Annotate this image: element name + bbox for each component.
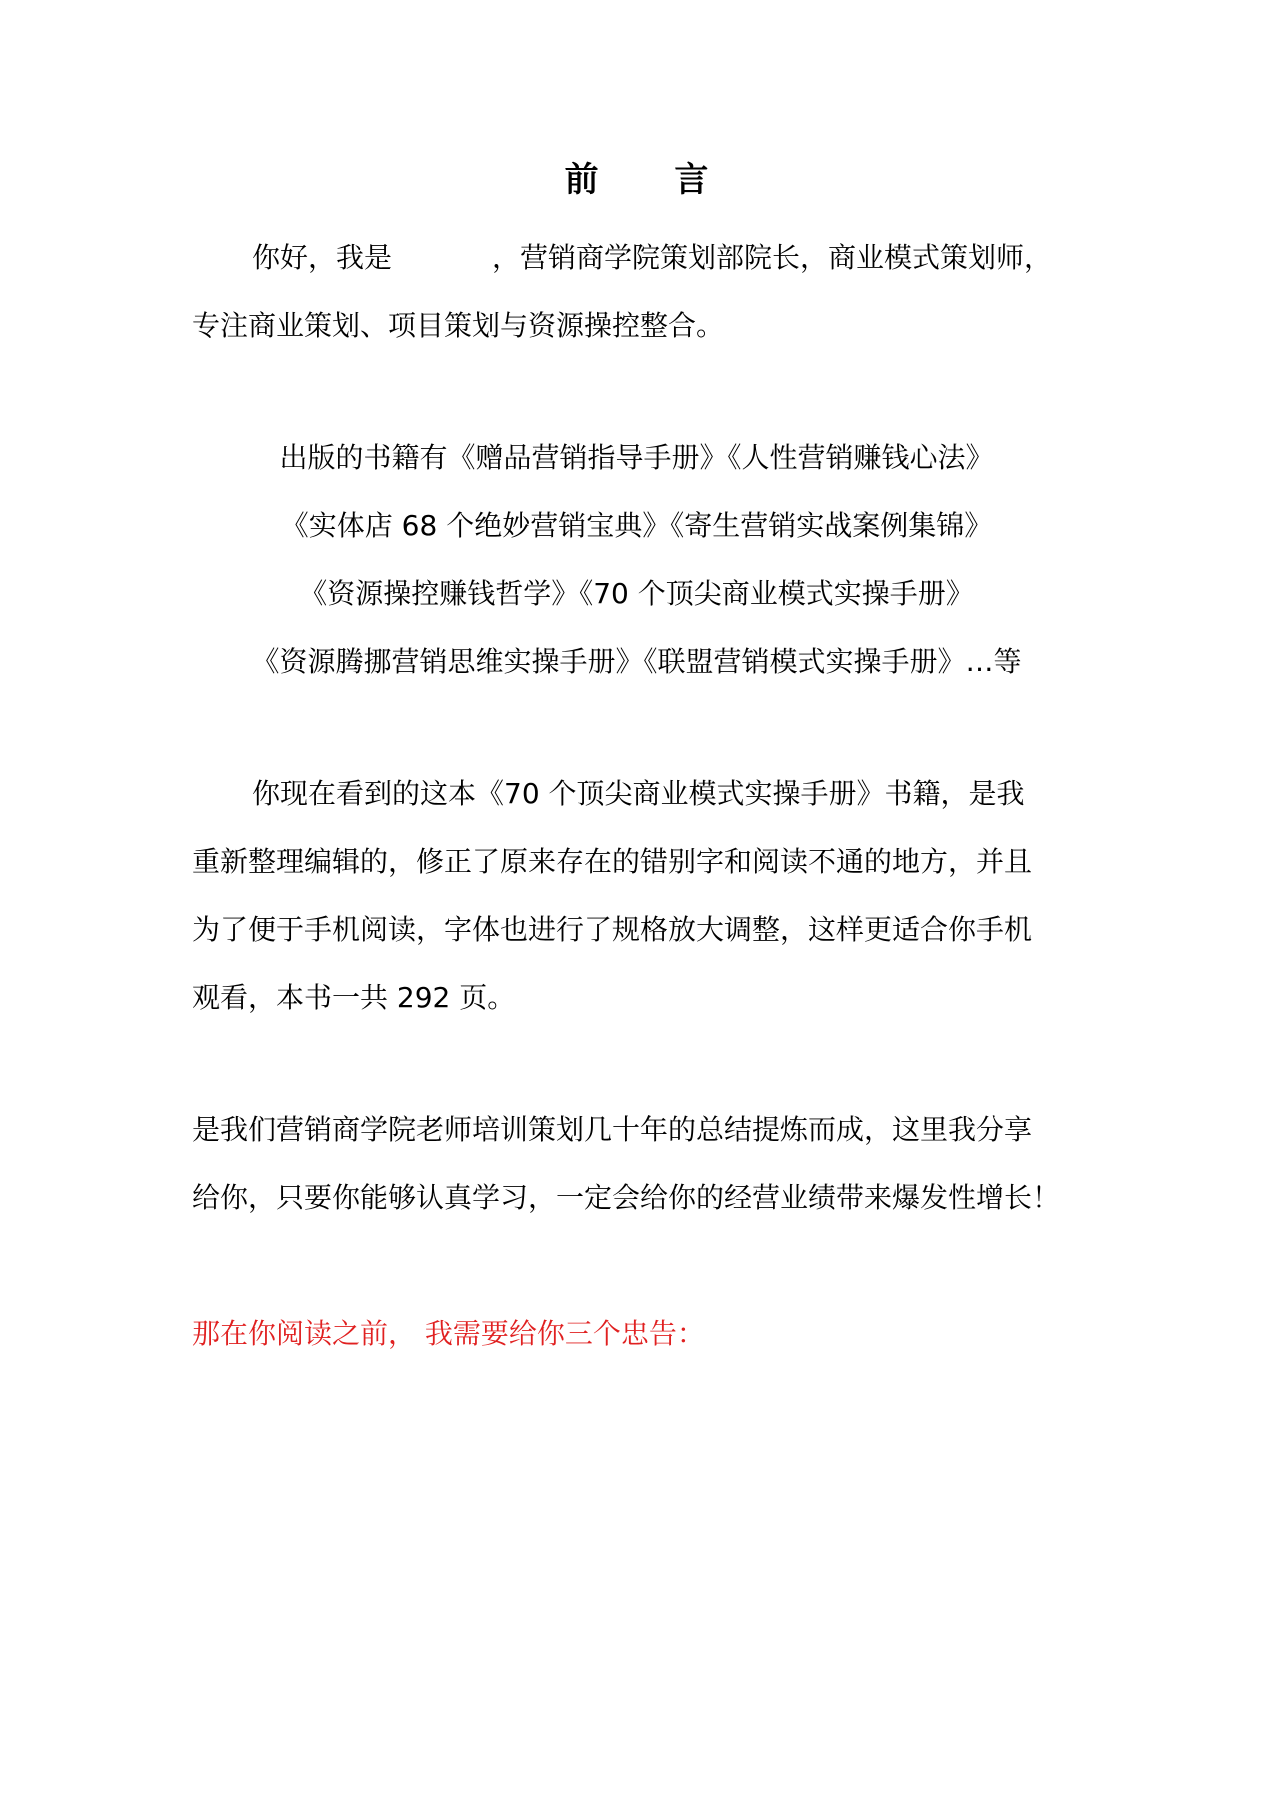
summary-line-1: 是我们营销商学院老师培训策划几十年的总结提炼而成，这里我分享: [192, 1113, 1033, 1146]
advice-heading: 那在你阅读之前， 我需要给你三个忠告：: [192, 1317, 705, 1350]
books-line-3: 《资源操控赚钱哲学》《70 个顶尖商业模式实操手册》: [299, 577, 974, 610]
books-line-4: 《资源腾挪营销思维实操手册》《联盟营销模式实操手册》…等: [251, 645, 1022, 678]
books-line-1: 出版的书籍有《赠品营销指导手册》《人性营销赚钱心法》: [279, 441, 994, 474]
intro-line-1: [252, 240, 1052, 276]
books-line-2: 《实体店 68 个绝妙营销宝典》《寄生营销实战案例集锦》: [280, 509, 993, 542]
about-book-line-3: 为了便于手机阅读，字体也进行了规格放大调整，这样更适合你手机: [192, 913, 1033, 946]
intro-text-b: ，营销商学院策划部院长，商业模式策划师，: [492, 241, 1053, 274]
intro-text-a: 你好，我是: [252, 241, 393, 274]
page-title: 前 言: [564, 160, 741, 200]
about-book-line-1: 你现在看到的这本《70 个顶尖商业模式实操手册》书籍，是我: [252, 777, 1025, 810]
about-book-line-4: 观看，本书一共 292 页。: [192, 981, 516, 1014]
about-book-line-2: 重新整理编辑的，修正了原来存在的错别字和阅读不通的地方，并且: [192, 845, 1033, 878]
intro-line-2: 专注商业策划、项目策划与资源操控整合。: [192, 309, 725, 342]
summary-line-2: 给你，只要你能够认真学习，一定会给你的经营业绩带来爆发性增长！: [192, 1181, 1061, 1214]
